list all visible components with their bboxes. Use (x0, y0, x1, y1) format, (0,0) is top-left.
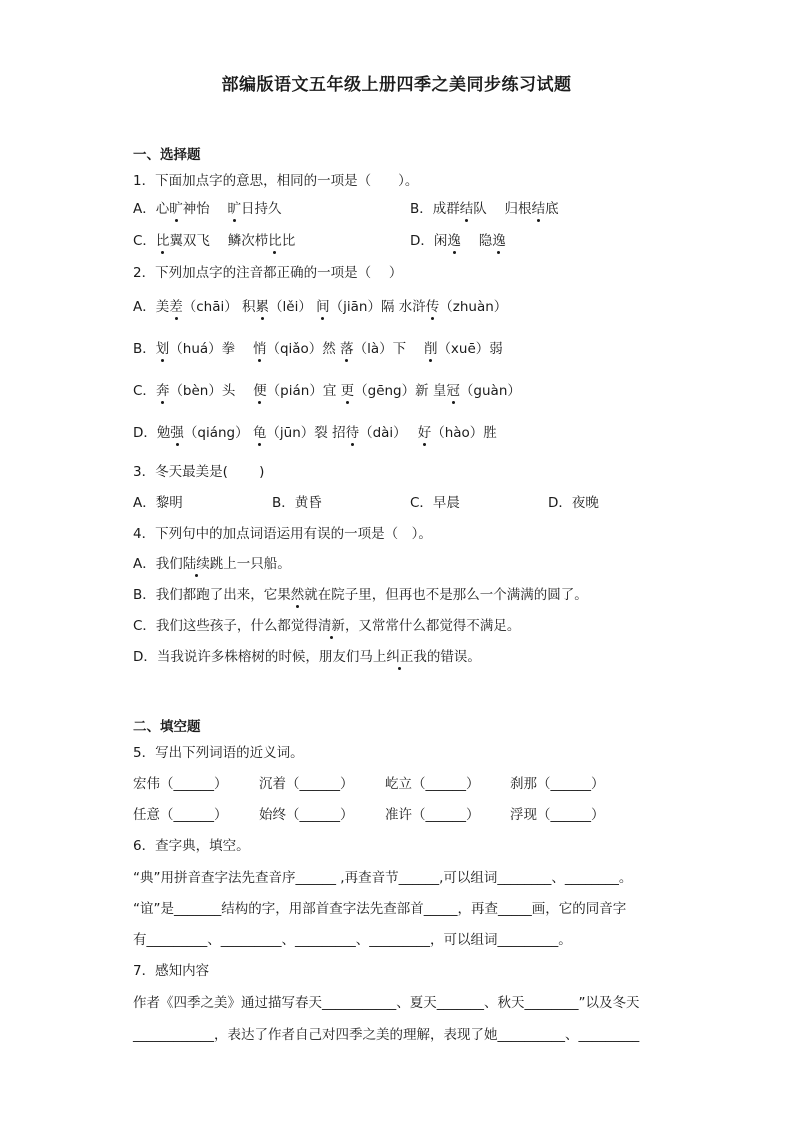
q3-option-b: B．黄昏 (272, 495, 322, 511)
q5-item: 始终（______） (259, 807, 354, 823)
q5-item: 宏伟（______） (133, 776, 228, 792)
q2-option-b: B．划（huá）拳 悄（qiǎo）然 落（là）下 削（xuē）弱 (133, 341, 503, 357)
q3-option-c: C．早晨 (410, 495, 460, 511)
q7-line: 作者《四季之美》通过描写春天___________、夏天_______、秋天________”以及冬天 (133, 995, 640, 1011)
q5-item: 沉着（______） (259, 776, 354, 792)
q5-item: 准许（______） (385, 807, 480, 823)
section-heading-choice: 一、选择题 (133, 147, 201, 163)
q2-option-a: A．美差（chāi） 积累（lěi） 间（jiān）隔 水浒传（zhuàn） (133, 299, 508, 315)
q4-option-b: B．我们都跑了出来，它果然就在院子里，但再也不是那么一个满满的圆了。 (133, 587, 588, 603)
q5-item: 浮现（______） (510, 807, 605, 823)
q1-option-c: C．比翼双飞 鳞次栉比比 (133, 233, 296, 249)
page-title: 部编版语文五年级上册四季之美同步练习试题 (221, 75, 572, 95)
q2-option-d: D．勉强（qiáng） 龟（jūn）裂 招待（dài） 好（hào）胜 (133, 425, 497, 441)
question-5-stem: 5．写出下列词语的近义词。 (133, 745, 304, 761)
question-4-stem: 4．下列句中的加点词语运用有误的一项是（ ）。 (133, 526, 432, 542)
q1-option-d: D．闲逸 隐逸 (410, 233, 506, 249)
q6-line: “谊”是_______结构的字，用部首查字法先查部首_____，再查_____画，它的同音字 (133, 901, 627, 917)
question-7-stem: 7．感知内容 (133, 963, 210, 979)
q7-line: ____________，表达了作者自己对四季之美的理解，表现了她__________、_________ (133, 1027, 640, 1043)
q4-option-d: D．当我说许多株榕树的时候，朋友们马上纠正我的错误。 (133, 649, 481, 665)
question-2-stem: 2．下列加点字的注音都正确的一项是（ ） (133, 265, 403, 281)
q1-option-b: B．成群结队 归根结底 (410, 201, 559, 217)
question-6-stem: 6．查字典，填空。 (133, 838, 250, 854)
q6-line: “典”用拼音查字法先查音序______ ,再查音节______,可以组词________、________。 (133, 870, 633, 886)
section-heading-fill: 二、填空题 (133, 719, 201, 735)
q1-option-a: A．心旷神怡 旷日持久 (133, 201, 282, 217)
q5-item: 任意（______） (133, 807, 228, 823)
question-1-stem: 1．下面加点字的意思，相同的一项是（ ）。 (133, 173, 419, 189)
q2-option-c: C．奔（bèn）头 便（pián）宜 更（gēng）新 皇冠（guàn） (133, 383, 521, 399)
q5-item: 刹那（______） (510, 776, 605, 792)
question-3-stem: 3．冬天最美是( ) (133, 464, 265, 480)
q5-item: 屹立（______） (385, 776, 480, 792)
q6-line: 有_________、_________、_________、_________，可以组词_________。 (133, 932, 572, 948)
q3-option-a: A．黎明 (133, 495, 183, 511)
q4-option-c: C．我们这些孩子，什么都觉得清新，又常常什么都觉得不满足。 (133, 618, 521, 634)
q4-option-a: A．我们陆续跳上一只船。 (133, 556, 291, 572)
q3-option-d: D．夜晚 (548, 495, 599, 511)
